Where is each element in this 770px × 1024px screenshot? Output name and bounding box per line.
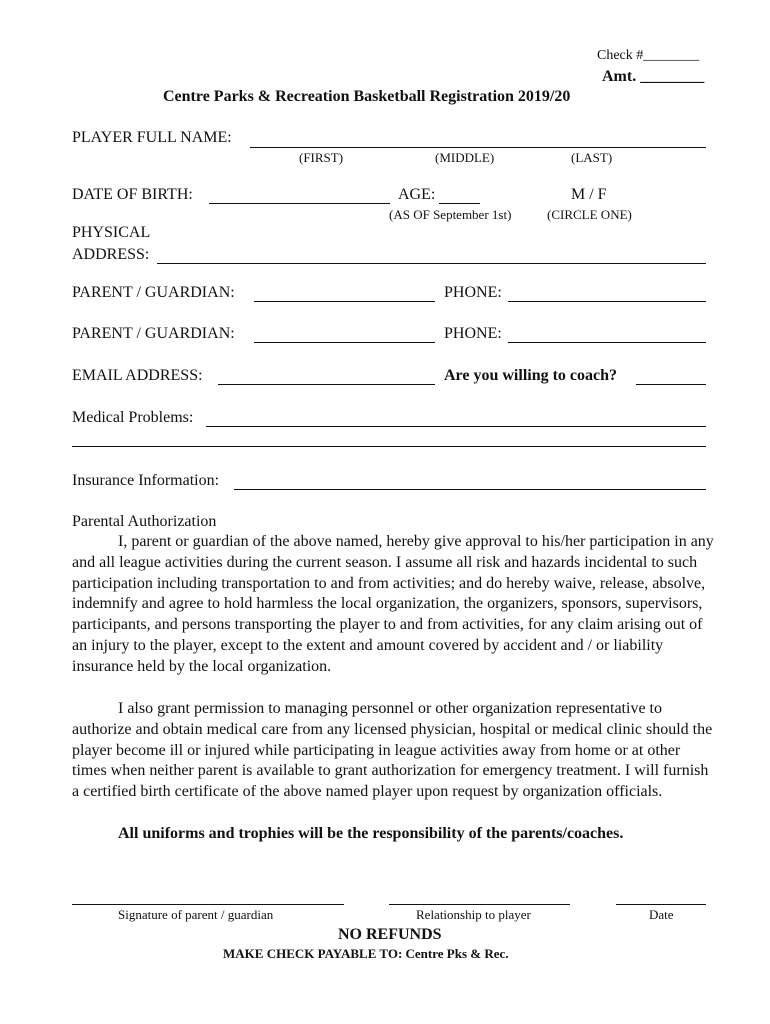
- authorization-paragraph-1: I, parent or guardian of the above named, hereby give approval to his/her participation in any and all league activities during the current season. I assume all risk and hazards incidental to such participation including transportation to and from activities; and do hereby waive, release, absolve, indemnify and agree to hold harmless the local organization, the organizers, sponsors, supervisors, participants, and persons transporting the player to and from activities, for any claim arising out of an injury to the player, except to the extent and amount covered by accident and / or liability insurance held by the local organization.: [72, 533, 714, 675]
- phone1-label: PHONE:: [444, 284, 502, 301]
- relationship-line[interactable]: [389, 904, 570, 905]
- email-line[interactable]: [218, 384, 435, 385]
- parent2-line[interactable]: [254, 342, 435, 343]
- insurance-label: Insurance Information:: [72, 472, 220, 489]
- age-line[interactable]: [439, 203, 480, 204]
- date-caption: Date: [649, 907, 674, 922]
- last-name-caption: (LAST): [571, 150, 613, 165]
- age-label: AGE:: [398, 186, 436, 203]
- authorization-paragraph-2: I also grant permission to managing personnel or other organization representative to authorize and obtain medical care from any licensed physician, hospital or medical clinic should the player become ill or injured while participating in league activities away from home or at other times when neither parent is available to grant authorization for emergency treatment. I will furnish a certified birth certificate of the above named player upon request by organization officials.: [72, 700, 713, 801]
- coach-question: Are you willing to coach?: [444, 367, 618, 384]
- player-name-line[interactable]: [250, 147, 706, 148]
- first-name-caption: (FIRST): [299, 150, 344, 165]
- address-line[interactable]: [157, 263, 706, 264]
- phone2-label: PHONE:: [444, 325, 502, 342]
- middle-name-caption: (MIDDLE): [435, 150, 495, 165]
- phone2-line[interactable]: [508, 342, 706, 343]
- dob-line[interactable]: [209, 203, 390, 204]
- form-title: Centre Parks & Recreation Basketball Registration 2019/20: [163, 88, 571, 105]
- medical-line-2[interactable]: [72, 446, 706, 447]
- parent2-label: PARENT / GUARDIAN:: [72, 325, 235, 342]
- insurance-line[interactable]: [234, 489, 706, 490]
- sex-note: (CIRCLE ONE): [547, 207, 632, 222]
- date-line[interactable]: [616, 904, 706, 905]
- amount-field[interactable]: Amt. ________: [602, 68, 705, 85]
- dob-label: DATE OF BIRTH:: [72, 186, 193, 203]
- address-label-line2: ADDRESS:: [72, 246, 150, 263]
- signature-caption: Signature of parent / guardian: [118, 907, 274, 922]
- no-refunds-notice: NO REFUNDS: [338, 926, 442, 943]
- phone1-line[interactable]: [508, 301, 706, 302]
- uniforms-note: All uniforms and trophies will be the responsibility of the parents/coaches.: [118, 825, 624, 842]
- medical-line-1[interactable]: [206, 426, 706, 427]
- parent1-line[interactable]: [254, 301, 435, 302]
- relationship-caption: Relationship to player: [416, 907, 531, 922]
- email-label: EMAIL ADDRESS:: [72, 367, 203, 384]
- coach-answer-line[interactable]: [636, 384, 706, 385]
- parent1-label: PARENT / GUARDIAN:: [72, 284, 235, 301]
- age-note: (AS OF September 1st): [389, 207, 512, 222]
- sex-options[interactable]: M / F: [571, 186, 607, 203]
- player-name-label: PLAYER FULL NAME:: [72, 129, 232, 146]
- medical-label: Medical Problems:: [72, 409, 194, 426]
- address-label-line1: PHYSICAL: [72, 224, 151, 241]
- signature-line[interactable]: [72, 904, 344, 905]
- check-number-field[interactable]: Check #________: [597, 48, 700, 63]
- payable-notice: MAKE CHECK PAYABLE TO: Centre Pks & Rec.: [223, 946, 509, 961]
- authorization-heading: Parental Authorization: [72, 513, 217, 530]
